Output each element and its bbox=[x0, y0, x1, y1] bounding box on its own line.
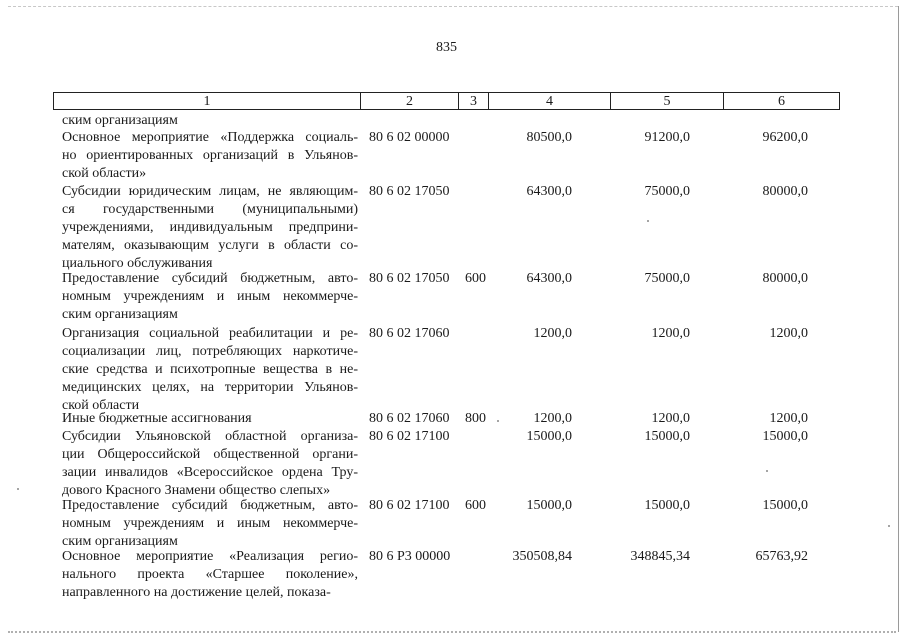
row-name-line: номным учреждениям и иным некоммерче- bbox=[62, 289, 358, 304]
row-name bbox=[62, 129, 358, 183]
column-header-4: 4 bbox=[489, 93, 611, 109]
row-name bbox=[62, 183, 358, 273]
row-value-col5: 91200,0 bbox=[644, 130, 690, 145]
row-name bbox=[62, 112, 358, 130]
row-value-col4: 1200,0 bbox=[533, 411, 572, 426]
column-header-5: 5 bbox=[611, 93, 724, 109]
row-value-col4: 350508,84 bbox=[512, 549, 572, 564]
table-column-header bbox=[53, 92, 840, 110]
row-code: 80 6 02 00000 bbox=[369, 130, 450, 145]
column-header-6: 6 bbox=[778, 94, 785, 109]
row-code: 80 6 02 17050 bbox=[369, 184, 450, 199]
row-name bbox=[62, 410, 358, 428]
row-name-line: направленного на достижение целей, показа- bbox=[62, 585, 331, 600]
row-name-line: ским организациям bbox=[62, 307, 178, 322]
row-name-line: ся государственными (муниципальными) bbox=[62, 202, 358, 217]
row-value-col5: 75000,0 bbox=[644, 271, 690, 286]
row-name-line: ские средства и психотропные вещества в не- bbox=[62, 362, 358, 377]
row-expense-type: 800 bbox=[465, 411, 486, 426]
column-header-1: 1 bbox=[54, 93, 361, 109]
row-value-col6: 96200,0 bbox=[762, 130, 808, 145]
row-value-col5: 15000,0 bbox=[644, 429, 690, 444]
row-value-col4: 15000,0 bbox=[526, 429, 572, 444]
row-value-col6: 65763,92 bbox=[755, 549, 808, 564]
row-name-line: ским организациям bbox=[62, 113, 178, 128]
row-value-col5: 75000,0 bbox=[644, 184, 690, 199]
row-name-line: Основное мероприятие «Поддержка социаль- bbox=[62, 130, 358, 145]
row-name bbox=[62, 548, 358, 602]
row-expense-type: 600 bbox=[465, 271, 486, 286]
row-value-col6: 1200,0 bbox=[769, 411, 808, 426]
row-name-line: Субсидии Ульяновской областной организа- bbox=[62, 429, 358, 444]
row-name bbox=[62, 497, 358, 551]
scan-speck bbox=[766, 470, 768, 472]
row-name-line: номным учреждениям и иным некоммерче- bbox=[62, 516, 358, 531]
row-name-line: ской области» bbox=[62, 166, 147, 181]
row-name-line: циального обслуживания bbox=[62, 256, 213, 271]
row-code: 80 6 02 17100 bbox=[369, 429, 450, 444]
row-name-line: Предоставление субсидий бюджетным, авто- bbox=[62, 271, 358, 286]
row-value-col6: 80000,0 bbox=[762, 271, 808, 286]
row-name-line: Предоставление субсидий бюджетным, авто- bbox=[62, 498, 358, 513]
row-value-col4: 64300,0 bbox=[526, 271, 572, 286]
row-name bbox=[62, 270, 358, 324]
row-name-line: Основное мероприятие «Реализация регио- bbox=[62, 549, 358, 564]
row-name bbox=[62, 325, 358, 415]
row-code: 80 6 02 17060 bbox=[369, 326, 450, 341]
scan-speck bbox=[647, 220, 649, 222]
row-value-col5: 15000,0 bbox=[644, 498, 690, 513]
scan-edge-top bbox=[8, 6, 898, 8]
scan-edge-right bbox=[897, 6, 899, 632]
row-code: 80 6 02 17060 bbox=[369, 411, 450, 426]
row-name-line: Организация социальной реабилитации и ре- bbox=[62, 326, 358, 341]
row-value-col4: 1200,0 bbox=[533, 326, 572, 341]
row-name bbox=[62, 428, 358, 500]
row-name-line: нального проекта «Старшее поколение», bbox=[62, 567, 358, 582]
column-header-2: 2 bbox=[361, 93, 459, 109]
row-value-col4: 64300,0 bbox=[526, 184, 572, 199]
row-value-col4: 15000,0 bbox=[526, 498, 572, 513]
row-name-line: зации инвалидов «Всероссийское ордена Тру- bbox=[62, 465, 358, 480]
row-name-line: дового Красного Знамени общество слепых» bbox=[62, 483, 331, 498]
row-code: 80 6 02 17050 bbox=[369, 271, 450, 286]
row-name-line: ским организациям bbox=[62, 534, 178, 549]
row-code: 80 6 02 17100 bbox=[369, 498, 450, 513]
row-name-line: социализации лиц, потребляющих наркотиче- bbox=[62, 344, 358, 359]
row-name-line: но ориентированных организаций в Ульянов- bbox=[62, 148, 358, 163]
row-name-line: мателям, оказывающим услуги в области со- bbox=[62, 238, 358, 253]
row-name-line: медицинских целях, на территории Ульянов- bbox=[62, 380, 358, 395]
scan-speck bbox=[888, 525, 890, 527]
column-header-3: 3 bbox=[459, 93, 489, 109]
row-value-col6: 15000,0 bbox=[762, 498, 808, 513]
row-name-line: Субсидии юридическим лицам, не являющим- bbox=[62, 184, 358, 199]
row-value-col5: 348845,34 bbox=[630, 549, 690, 564]
row-name-line: ции Общероссийской общественной органи- bbox=[62, 447, 358, 462]
row-code: 80 6 P3 00000 bbox=[369, 549, 451, 564]
page-number: 835 bbox=[436, 40, 457, 55]
row-name-line: ской области bbox=[62, 398, 140, 413]
row-value-col5: 1200,0 bbox=[651, 411, 690, 426]
row-value-col5: 1200,0 bbox=[651, 326, 690, 341]
row-name-line: Иные бюджетные ассигнования bbox=[62, 411, 252, 426]
scan-edge-bottom bbox=[8, 631, 896, 634]
row-value-col6: 80000,0 bbox=[762, 184, 808, 199]
scan-speck bbox=[497, 420, 499, 422]
row-value-col6: 1200,0 bbox=[769, 326, 808, 341]
row-value-col4: 80500,0 bbox=[526, 130, 572, 145]
row-value-col6: 15000,0 bbox=[762, 429, 808, 444]
scan-speck bbox=[17, 488, 19, 490]
row-expense-type: 600 bbox=[465, 498, 486, 513]
row-name-line: учреждениями, индивидуальным предприни- bbox=[62, 220, 358, 235]
